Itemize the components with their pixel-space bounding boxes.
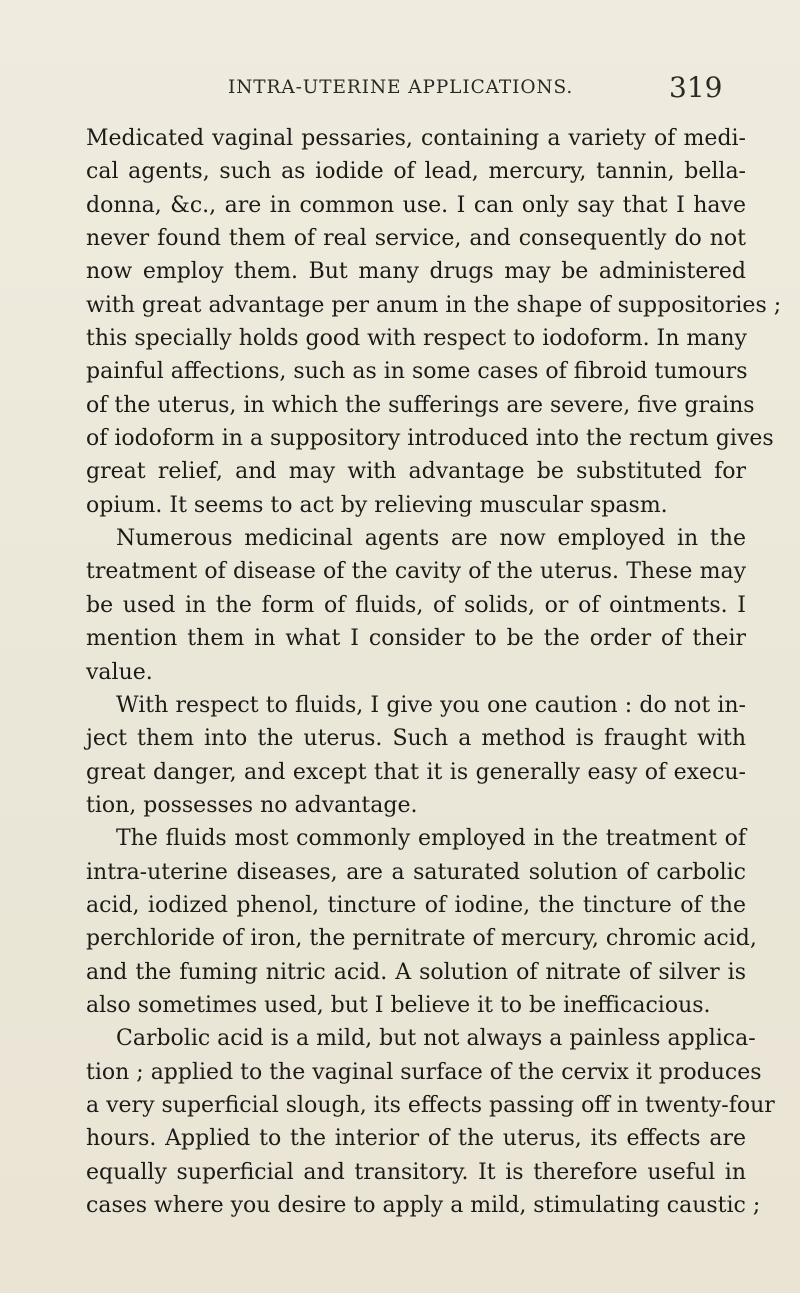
text-line: opium. It seems to act by relieving muscular spasm. (86, 492, 668, 518)
text-line: never found them of real service, and consequently do not (86, 226, 746, 252)
text-line: Medicated vaginal pessaries, containing a variety of medi- (86, 126, 746, 151)
text-line: treatment of disease of the cavity of the uterus. These may (86, 559, 746, 585)
text-line: of the uterus, in which the sufferings are severe, five grains (86, 392, 755, 418)
text-line: mention them in what I consider to be the order of their (86, 626, 746, 652)
text-line: great relief, and may with advantage be substituted for (86, 459, 746, 485)
text-line: value. (86, 659, 153, 685)
text-line: perchloride of iron, the pernitrate of mercury, chromic acid, (86, 926, 757, 952)
running-head (0, 71, 800, 111)
text-line: With respect to fluids, I give you one caution : do not in- (116, 692, 746, 718)
text-line: great danger, and except that it is generally easy of execu- (86, 759, 746, 785)
text-line: donna, &c., are in common use. I can only say that I have (86, 192, 746, 218)
text-line: cases where you desire to apply a mild, stimulating caustic ; (86, 1193, 761, 1218)
text-line: Numerous medicinal agents are now employed in the (116, 526, 746, 552)
text-line: now employ them. But many drugs may be administered (86, 259, 746, 285)
text-line: of iodoform in a suppository introduced into the rectum gives (86, 426, 774, 452)
text-line: this specially holds good with respect to iodoform. In many (86, 326, 747, 352)
text-line: tion, possesses no advantage. (86, 792, 418, 818)
text-line: ject them into the uterus. Such a method is fraught with (86, 726, 746, 752)
text-line: tion ; applied to the vaginal surface of the cervix it produces (86, 1059, 762, 1085)
text-line: be used in the form of fluids, of solids, or of ointments. I (86, 592, 746, 618)
text-line: with great advantage per anum in the shape of suppositories ; (86, 292, 782, 318)
text-line: Carbolic acid is a mild, but not always a painless applica- (116, 1026, 756, 1052)
text-line: and the fuming nitric acid. A solution of nitrate of silver is (86, 959, 746, 985)
text-line: painful affections, such as in some cases of fibroid tumours (86, 359, 748, 385)
body-text (86, 122, 782, 1222)
text-line: acid, iodized phenol, tincture of iodine, the tincture of the (86, 892, 746, 918)
page-number: 319 (669, 71, 723, 104)
text-line: a very superficial slough, its effects passing off in twenty-four (86, 1092, 775, 1118)
text-line: intra-uterine diseases, are a saturated solution of carbolic (86, 859, 746, 885)
text-line: The fluids most commonly employed in the treatment of (116, 826, 746, 852)
text-line: cal agents, such as iodide of lead, mercury, tannin, bella- (86, 159, 746, 185)
running-title: INTRA-UTERINE APPLICATIONS. (228, 77, 574, 98)
text-line: also sometimes used, but I believe it to be inefficacious. (86, 992, 711, 1018)
text-line: hours. Applied to the interior of the uterus, its effects are (86, 1126, 746, 1152)
text-line: equally superficial and transitory. It is therefore useful in (86, 1159, 746, 1185)
